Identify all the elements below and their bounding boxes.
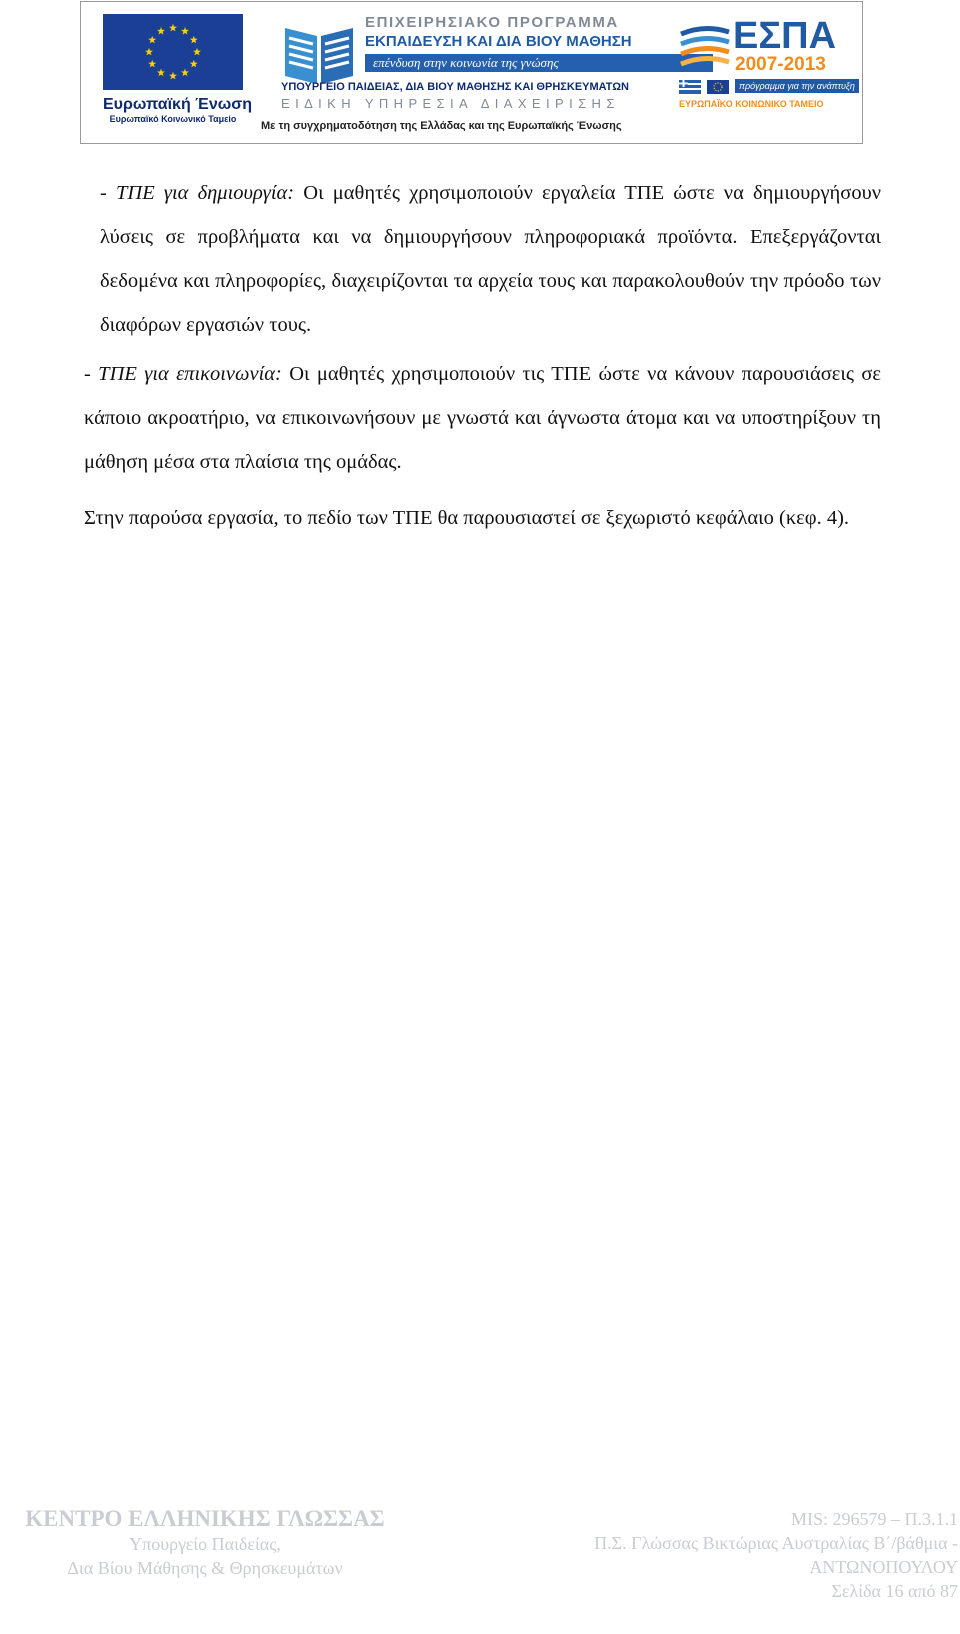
eu-fund-name: Ευρωπαϊκό Κοινωνικό Ταμείο (109, 114, 237, 124)
school-line: Π.Σ. Γλώσσας Βικτώριας Αυστραλίας Β΄/βάθμια - (594, 1533, 958, 1553)
bullet-dash: - (84, 363, 99, 385)
ict-for-communication-paragraph (84, 352, 881, 484)
mis-code: MIS: 296579 – Π.3.1.1 (790, 1509, 958, 1529)
eu-name: Ευρωπαϊκή Ένωση (103, 96, 252, 113)
greek-eu-flags-icon (679, 80, 731, 94)
program-subtitle: ΕΚΠΑΙΔΕΥΣΗ ΚΑΙ ΔΙΑ ΒΙΟΥ ΜΑΘΗΣΗ (365, 33, 632, 50)
espa-swoosh-icon (679, 22, 731, 72)
page-number: Σελίδα 16 από 87 (831, 1581, 958, 1601)
term-ict-creation: ΤΠΕ για δημιουργία: (116, 182, 295, 204)
eu-logo-block (103, 14, 252, 125)
paragraph-text: Οι μαθητές χρησιμοποιούν τις ΤΠΕ ώστε να κάνουν παρουσιάσεις σε κάποιο ακροατήριο, να επικοινωνήσουν με γνωστά και άγνωστα άτομα και να υποστηρίξουν τη μάθηση μέσα στα πλαίσια της ομάδας. (84, 363, 881, 473)
footer-ministry-line-1: Υπουργείο Παιδείας, (129, 1534, 281, 1554)
espa-years: 2007-2013 (735, 54, 826, 75)
program-title: ΕΠΙΧΕΙΡΗΣΙΑΚΟ ΠΡΟΓΡΑΜΜΑ (365, 14, 619, 31)
paragraph-text: Οι μαθητές χρησιμοποιούν εργαλεία ΤΠΕ ώστε να δημιουργήσουν λύσεις σε προβλήματα και να δημιουργήσουν πληροφοριακά προϊόντα. Επεξεργάζονται δεδομένα και πληροφορίες, διαχειρίζονται τα αρχεία τους και παρακολουθούν την πρόοδο των διαφόρων εργασιών τους. (100, 182, 882, 336)
espa-word: ΕΣΠΑ (733, 15, 837, 57)
footer-right (488, 1507, 958, 1603)
author-name: ΑΝΤΩΝΟΠΟΥΛΟΥ (809, 1557, 958, 1577)
authority-line: ΕΙΔΙΚΗ ΥΠΗΡΕΣΙΑ ΔΙΑΧΕΙΡΙΣΗΣ (281, 96, 620, 111)
ministry-line: ΥΠΟΥΡΓΕΙΟ ΠΑΙΔΕΙΑΣ, ΔΙΑ ΒΙΟΥ ΜΑΘΗΣΗΣ ΚΑΙ ΘΡΗΣΚΕΥΜΑΤΩΝ (281, 81, 629, 93)
term-ict-communication: ΤΠΕ για επικοινωνία: (98, 363, 282, 385)
espa-fund: ΕΥΡΩΠΑΪΚΟ ΚΟΙΝΩΝΙΚΟ ΤΑΜΕΙΟ (679, 99, 824, 109)
eu-flag-icon (103, 14, 243, 90)
closing-paragraph: Στην παρούσα εργασία, το πεδίο των ΤΠΕ θα παρουσιαστεί σε ξεχωριστό κεφάλαιο (κεφ. 4). (84, 507, 850, 529)
center-name: ΚΕΝΤΡΟ ΕΛΛΗΝΙΚΗΣ ΓΛΩΣΣΑΣ (25, 1506, 385, 1531)
program-slogan: επένδυση στην κοινωνία της γνώσης (365, 54, 713, 72)
espa-tagline: πρόγραμμα για την ανάπτυξη (735, 79, 859, 93)
ict-for-creation-paragraph (100, 171, 881, 347)
header-banner (80, 1, 863, 144)
bullet-dash: - (100, 182, 116, 204)
footer-ministry-line-2: Δια Βίου Μάθησης & Θρησκευμάτων (67, 1558, 343, 1578)
cofunding-line: Με τη συγχρηματοδότηση της Ελλάδας και της Ευρωπαϊκής Ένωσης (261, 120, 622, 132)
footer-left (0, 1506, 410, 1580)
